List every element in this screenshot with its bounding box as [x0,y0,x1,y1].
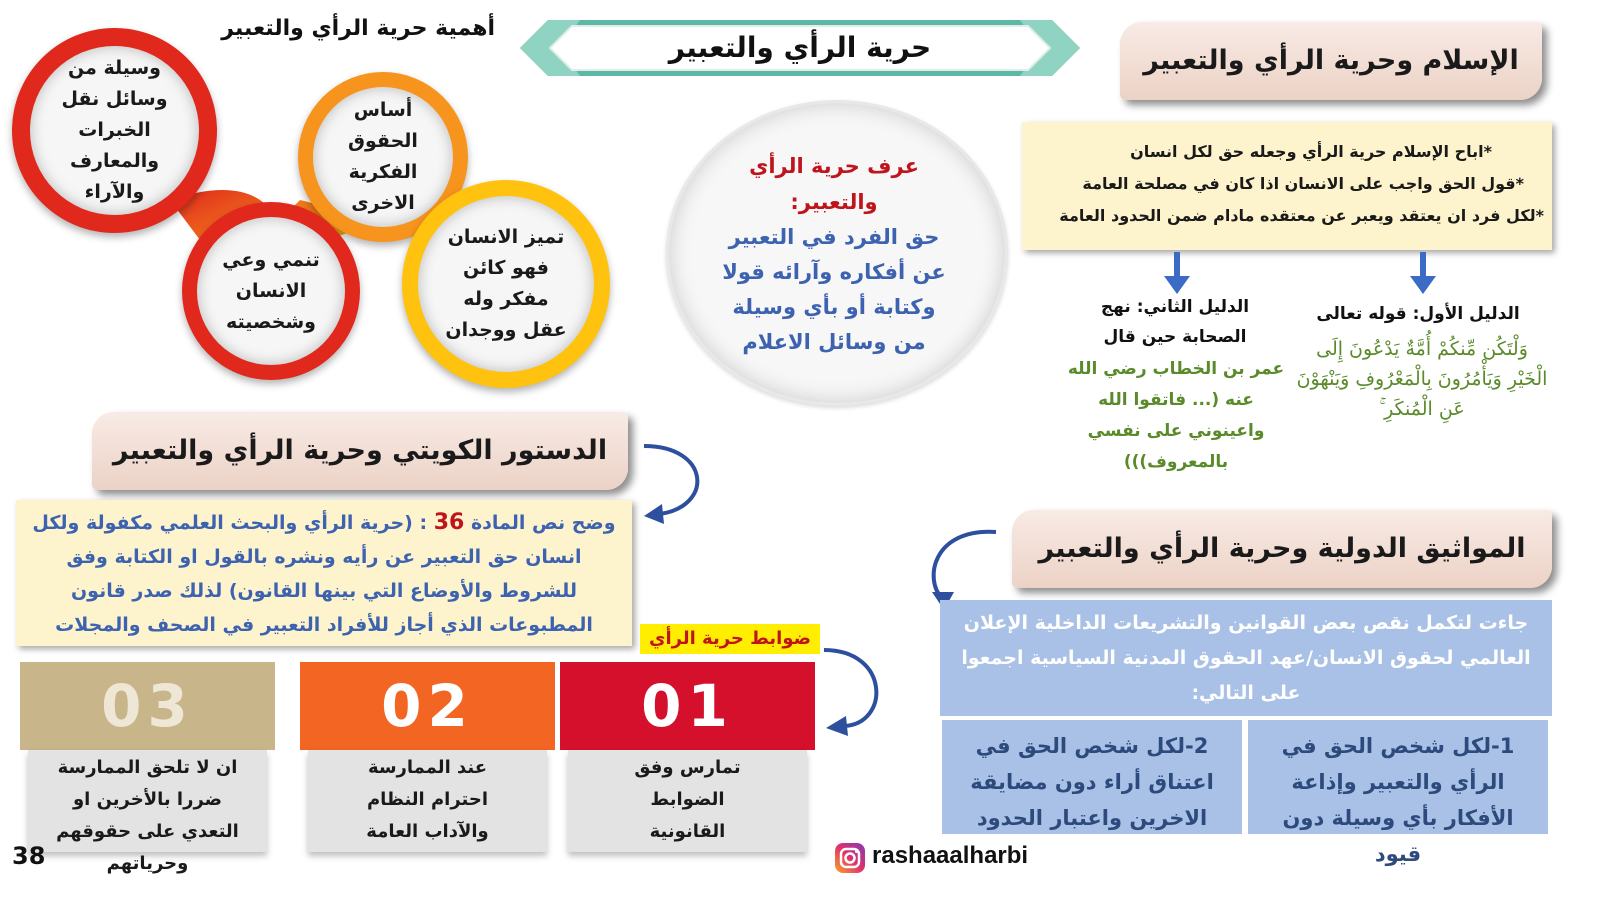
controls-label: ضوابط حرية الرأي [640,624,820,654]
international-header: المواثيق الدولية وحرية الرأي والتعبير [1012,510,1552,588]
control-text: تمارس وفق الضوابط القانونية [568,750,807,852]
constitution-header: الدستور الكويتي وحرية الرأي والتعبير [92,412,628,490]
page-title: حرية الرأي والتعبير [668,31,932,64]
curved-arrow-icon [640,436,712,526]
curved-arrow-icon [922,520,1000,612]
control-text: ان لا تلحق الممارسة ضررا بالأخرين او التعدي على حقوقهم وحرياتهم [28,750,267,852]
instagram-icon [834,842,866,874]
islam-point-2: *قول الحق واجب على الانسان اذا كان في مصلحة العامة [1082,174,1524,193]
evidence-1-label: الدليل الأول: قوله تعالى [1316,304,1520,324]
control-number: 01 [641,672,734,740]
islam-header: الإسلام وحرية الرأي والتعبير [1120,22,1542,100]
evidence-2-quote: عمر بن الخطاب رضي الله عنه (... فاتقوا الله واعينوني على نفسي بالمعروف))) [1067,359,1285,472]
evidence-1-verse: وَلْتَكُن مِّنكُمْ أُمَّةٌ يَدْعُونَ إِلَى الْخَيْرِ وَيَأْمُرُونَ بِالْمَعْرُوفِ وَيَنْهَوْنَ عَنِ الْمُنكَرِ ۚ [1296,338,1548,420]
definition-body: حق الفرد في التعبير عن أفكاره وآرائه قولا وكتابة أو بأي وسيلة من وسائل الاعلام [722,225,946,354]
control-card-1 [560,662,815,852]
definition-heading: عرف حرية الرأي والتعبير: [749,154,919,214]
importance-circle-2: أساس الحقوق الفكرية الاخرى [313,87,453,227]
importance-circles [0,0,640,400]
curved-arrow-icon [820,640,890,740]
evidence-2-label: الدليل الثاني: نهج الصحابة حين قال [1100,297,1250,347]
control-text: عند الممارسة احترام النظام والآداب العامة [308,750,547,852]
control-number: 03 [101,672,194,740]
international-item-1: 1-لكل شخص الحق في الرأي والتعبير وإذاعة الأفكار بأي وسيلة دون قيود [1246,718,1550,836]
international-intro: جاءت لتكمل نقص بعض القوانين والتشريعات الداخلية الإعلان العالمي لحقوق الانسان/عهد الحقوق المدنية السياسية اجمعوا على التالي: [940,600,1552,716]
importance-circle-4: تميز الانسان فهو كائن مفكر وله عقل ووجدان [418,196,594,372]
article-text: : (حرية الرأي والبحث العلمي مكفولة ولكل انسان حق التعبير عن رأيه ونشره بالقول او الكتابة وفق للشروط والأوضاع التي بينها القانون) لذلك صدر قانون المطبوعات الذي أجاز للأفراد التعبير في الصحف والمجلات [32,512,593,636]
down-arrow-icon [1408,252,1438,294]
international-item-2: 2-لكل شخص الحق في اعتناق أراء دون مضايقة الاخرين واعتبار الحدود [940,718,1244,836]
islam-point-1: *اباح الإسلام حرية الرأي وجعله حق لكل انسان [1130,142,1492,161]
control-number: 02 [381,672,474,740]
importance-title: أهمية حرية الرأي والتعبير [221,16,495,41]
article-number: 36 [433,510,465,535]
importance-circle-3: تنمي وعي الانسان وشخصيته [197,217,345,365]
islam-points-box [1022,122,1552,250]
social-handle[interactable]: rashaaalharbi [872,842,1029,869]
islam-point-3: *لكل فرد ان يعتقد ويعبر عن معتقده مادام ضمن الحدود العامة [1059,206,1544,225]
importance-circle-1: وسيلة من وسائل نقل الخبرات والمعارف والآراء [30,46,199,215]
article-prefix: وضح نص المادة [470,512,616,534]
down-arrow-icon [1162,252,1192,294]
page-number: 38 [12,842,46,870]
control-card-2 [300,662,555,852]
constitution-box [16,500,632,646]
